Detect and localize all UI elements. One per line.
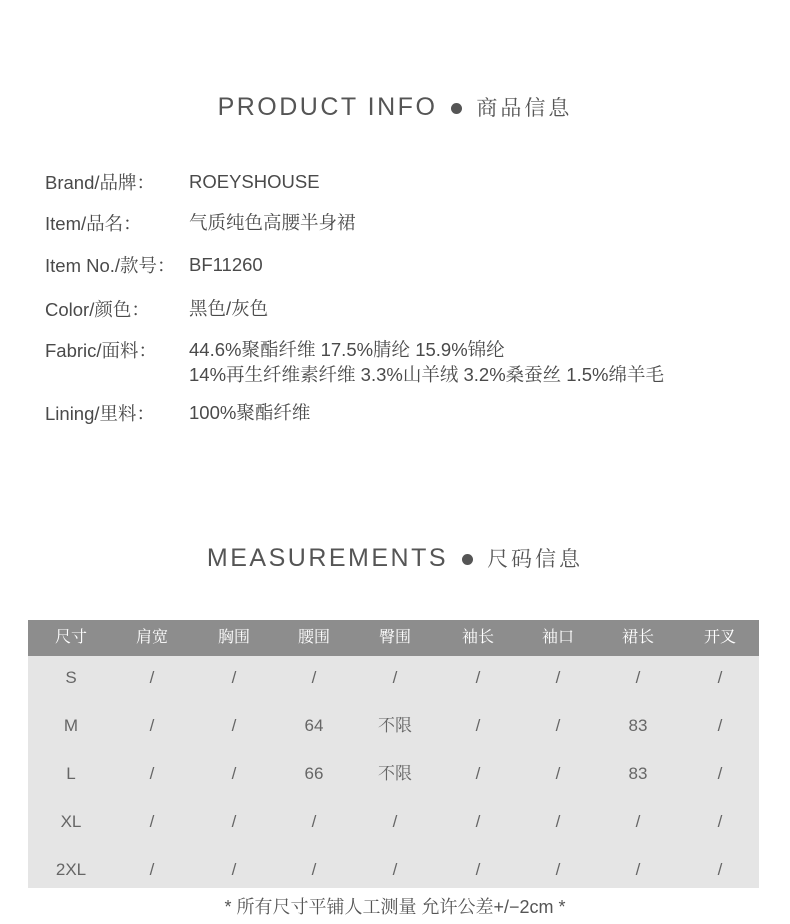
table-cell: /: [231, 668, 237, 687]
bullet-dot-icon: [451, 103, 462, 114]
bullet-dot-icon: [462, 554, 473, 565]
table-cell: /: [392, 668, 398, 687]
table-cell: /: [555, 716, 561, 735]
table-cell: /: [149, 860, 155, 879]
table-header-row: [28, 620, 759, 656]
table-cell: /: [475, 860, 481, 879]
table-cell: XL: [60, 812, 82, 831]
table-cell: /: [231, 764, 237, 783]
table-cell: /: [149, 764, 155, 783]
table-cell: /: [392, 860, 398, 879]
measurements-title-zh: 尺码信息: [487, 548, 584, 571]
table-cell: /: [717, 860, 723, 879]
table-cell: M: [63, 716, 79, 735]
table-row: [28, 846, 759, 894]
info-label: Brand/品牌：: [45, 172, 156, 193]
table-cell: /: [475, 764, 481, 783]
info-value: [189, 169, 320, 194]
info-label: Fabric/面料：: [45, 340, 158, 361]
table-header-cell: 胸围: [217, 629, 250, 646]
product-info-title-en: PRODUCT INFO: [217, 93, 438, 121]
table-row: [28, 702, 759, 750]
table-cell: 83: [628, 764, 648, 783]
info-label: Item/品名：: [45, 213, 142, 234]
table-cell: /: [555, 860, 561, 879]
table-cell: /: [555, 812, 561, 831]
table-cell: 不限: [378, 716, 412, 735]
table-cell: /: [555, 668, 561, 687]
info-value-line: 气质纯色高腰半身裙: [189, 212, 356, 233]
table-cell: /: [231, 860, 237, 879]
measurement-footnote: * 所有尺寸平铺人工测量 允许公差+/−2cm *: [224, 897, 566, 917]
table-cell: /: [717, 812, 723, 831]
table-cell: /: [149, 812, 155, 831]
product-info-title: [0, 92, 790, 122]
table-cell: 2XL: [55, 860, 87, 879]
table-row: [28, 798, 759, 846]
info-value-line: ROEYSHOUSE: [189, 171, 320, 192]
info-value: [189, 337, 664, 387]
table-header-cell: 袖长: [461, 629, 494, 646]
table-cell: 83: [628, 716, 648, 735]
info-value: [189, 210, 356, 235]
table-cell: /: [311, 668, 317, 687]
table-header-cell: 尺寸: [54, 629, 87, 646]
info-value: [189, 400, 310, 425]
table-cell: /: [149, 716, 155, 735]
table-cell: 不限: [378, 764, 412, 783]
table-row: [28, 654, 759, 702]
table-cell: /: [475, 668, 481, 687]
info-value: [189, 252, 263, 277]
info-value-line: 44.6%聚酯纤维 17.5%腈纶 15.9%锦纶: [189, 339, 505, 360]
table-cell: /: [717, 716, 723, 735]
table-cell: S: [65, 668, 77, 687]
table-row: [28, 750, 759, 798]
table-cell: L: [66, 764, 76, 783]
table-cell: 64: [304, 716, 324, 735]
table-header-cell: 肩宽: [135, 629, 168, 646]
table-header-cell: 臀围: [378, 629, 411, 646]
info-value-line: 黑色/灰色: [189, 298, 269, 319]
table-cell: /: [717, 668, 723, 687]
info-label: Lining/里料：: [45, 403, 156, 424]
info-value: [189, 296, 268, 321]
info-value-line: 100%聚酯纤维: [189, 402, 311, 423]
table-header-cell: 腰围: [297, 629, 330, 646]
table-cell: /: [635, 812, 641, 831]
table-cell: 66: [304, 764, 324, 783]
table-cell: /: [717, 764, 723, 783]
info-value-line: BF11260: [189, 254, 263, 275]
table-cell: /: [311, 860, 317, 879]
product-info-title-zh: 商品信息: [476, 97, 573, 120]
table-cell: /: [231, 812, 237, 831]
measurements-title-en: MEASUREMENTS: [206, 544, 449, 572]
table-cell: /: [311, 812, 317, 831]
info-label: Item No./款号：: [45, 255, 176, 276]
table-header-cell: 开叉: [703, 629, 736, 646]
table-header-cell: 袖口: [541, 629, 574, 646]
info-label: Color/颜色：: [45, 299, 150, 320]
table-cell: /: [392, 812, 398, 831]
info-value-line: 14%再生纤维素纤维 3.3%山羊绒 3.2%桑蚕丝 1.5%绵羊毛: [189, 364, 664, 385]
table-cell: /: [475, 716, 481, 735]
measurements-table: [28, 620, 759, 888]
measurements-title: [0, 543, 790, 573]
table-cell: /: [635, 668, 641, 687]
table-header-cell: 裙长: [621, 629, 654, 646]
table-cell: /: [475, 812, 481, 831]
table-cell: /: [635, 860, 641, 879]
table-cell: /: [149, 668, 155, 687]
table-cell: /: [555, 764, 561, 783]
table-cell: /: [231, 716, 237, 735]
